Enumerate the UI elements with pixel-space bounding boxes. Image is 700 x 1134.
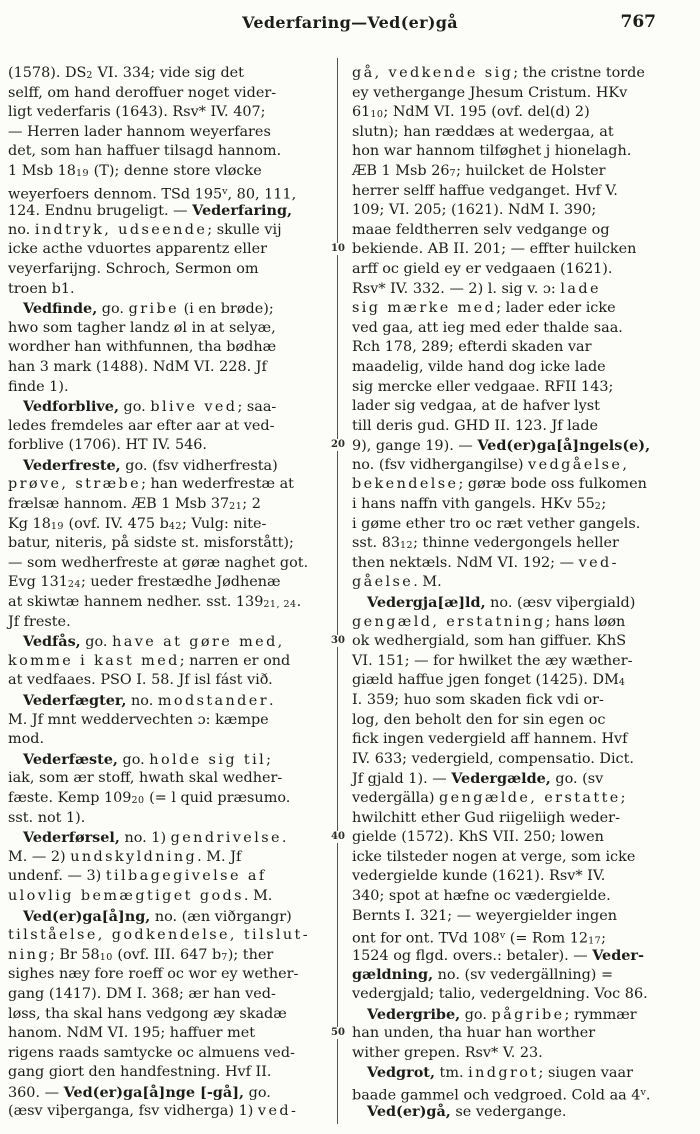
text-line: Bernts I. 321; — weyergielder ingen xyxy=(352,907,618,924)
gutter-line-number: 30 xyxy=(331,635,345,647)
text-line: 124. Endnu brugeligt. — Vederfaring, xyxy=(8,202,293,220)
text-line: gældning, no. (sv vedergällning) = xyxy=(352,966,614,984)
text-line: sst. not 1). xyxy=(8,809,86,826)
text-line: gielde (1572). KhS VII. 250; lowen xyxy=(352,829,604,846)
text-line: 6110; NdM VI. 195 (ovf. del(d) 2) xyxy=(352,104,590,121)
text-line: bekendelse; gøræ bode oss fulkomen xyxy=(352,476,647,493)
text-line: M. Jf mnt weddervechten ɔ: kæmpe xyxy=(8,711,269,728)
text-line: veyerfarijng. Schroch, Sermon om xyxy=(8,260,259,277)
text-line: sig mercke eller vedgaae. RFII 143; xyxy=(352,378,614,395)
text-line: 1524 og flgd. overs.: betaler). — Veder- xyxy=(352,946,644,964)
right-column xyxy=(352,64,686,1122)
text-line: at vedfaaes. PSO I. 58. Jf isl fást við. xyxy=(8,672,273,689)
text-line: iak, som ær stoff, hwath skal wedher- xyxy=(8,770,283,787)
text-line: at skiwtæ hannem nedher. sst. 13921, 24. xyxy=(8,594,302,611)
text-line: ulovlig bemægtiget gods. M. xyxy=(8,887,273,904)
text-line: then nektæls. NdM VI. 192; — ved- xyxy=(352,554,619,571)
gutter-line-number: 20 xyxy=(331,439,345,451)
text-line: gang giort den handfestning. Hvf II. xyxy=(8,1064,272,1081)
text-line: hon war hannom tilføghet j hionelagh. xyxy=(352,143,632,160)
text-line: hwilchitt ether Gud riigeliigh weder- xyxy=(352,809,620,826)
text-line: gåelse. M. xyxy=(352,574,442,591)
text-line: ey vethergange Jhesum Cristum. HKv xyxy=(352,84,628,101)
text-line: ligt vederfaris (1643). Rsv* IV. 407; xyxy=(8,104,266,121)
text-line: Ved(er)gå, se vedergange. xyxy=(367,1103,567,1121)
text-line: prøve, stræbe; han wederfrestæ at xyxy=(8,476,294,493)
text-line: Jf gjald 1). — Vedergælde, go. (sv xyxy=(352,770,604,788)
text-line: gå, vedkende sig; the cristne torde xyxy=(352,65,645,81)
text-line: lader sig vedgaa, at de hafver lyst xyxy=(352,398,600,415)
text-line: slutn); han ræddæs at wedergaa, at xyxy=(352,123,614,140)
text-line: sighes næy fore roeff oc wor ey wether- xyxy=(8,966,299,983)
text-line: ÆB 1 Msb 267; huilcket de Holster xyxy=(352,162,606,179)
text-line: — Herren lader hannom weyerfares xyxy=(8,123,271,140)
column-divider xyxy=(337,58,338,1124)
text-line: maae feldtherren selv vedgange og xyxy=(352,221,610,238)
text-line: Vedfås, go. have at gøre med, xyxy=(23,633,285,651)
gutter-line-number: 10 xyxy=(331,243,345,255)
text-line: batur, niteris, på sidste st. misforstått); xyxy=(8,535,294,552)
text-line: maadelig, vilde hand dog icke lade xyxy=(352,358,606,375)
text-line: ok wedhergiald, som han giffuer. KhS xyxy=(352,633,627,650)
text-line: 1 Msb 1819 (T); denne store vløcke xyxy=(8,162,262,179)
text-line: no. (fsv vidhergangilse) vedgåelse, xyxy=(352,456,630,473)
text-line: ning; Br 5810 (ovf. III. 647 b7); ther xyxy=(8,946,274,963)
text-line: Vedergja[æ]ld, no. (æsv viþergiald) xyxy=(367,594,636,612)
text-line: forblive (1706). HT IV. 546. xyxy=(8,437,207,454)
text-line: (æsv viþerganga, fsv vidherga) 1) ved- xyxy=(8,1103,299,1120)
text-line: i gøme ether tro oc ræt vether gangels. xyxy=(352,515,641,532)
text-line: sst. 8312; thinne vedergongels heller xyxy=(352,535,619,552)
text-line: wither grepen. Rsv* V. 23. xyxy=(352,1044,543,1061)
text-line: finde 1). xyxy=(8,378,69,395)
page-number: 767 xyxy=(620,12,656,32)
text-line: mod. xyxy=(8,731,45,748)
text-line: Vederfæste, go. holde sig til; xyxy=(23,750,271,768)
text-line: det, som han haffuer tilsagd hannom. xyxy=(8,143,282,160)
text-line: frælsæ hannom. ÆB 1 Msb 3721; 2 xyxy=(8,496,261,513)
text-line: bekiende. AB II. 201; — effter huilcken xyxy=(352,241,637,258)
text-line: giæld haffue jgen fonget (1425). DM4 xyxy=(352,672,626,689)
text-line: icke tilsteder nogen at verge, som icke xyxy=(352,848,636,865)
text-line: arff oc gield ey er vedgaaen (1621). xyxy=(352,260,613,277)
text-line: rigens raads samtycke oc almuens ved- xyxy=(8,1044,295,1061)
text-line: han 3 mark (1488). NdM VI. 228. Jf xyxy=(8,358,267,375)
text-line: Vederfreste, go. (fsv vidherfresta) xyxy=(23,456,278,474)
text-line: ved gaa, att ieg med eder thalde saa. xyxy=(352,319,623,336)
gutter-line-number: 40 xyxy=(331,831,345,843)
text-line: Vederfægter, no. modstander. xyxy=(23,692,274,709)
text-line: 9), gange 19). — Ved(er)ga[å]ngels(e), xyxy=(352,437,651,455)
text-line: log, den beholt den for sin egen oc xyxy=(352,711,606,728)
text-line: hwo som tagher landz øl in at selyæ, xyxy=(8,319,276,336)
text-line: Vedgrot, tm. indgrot; siugen vaar xyxy=(367,1064,633,1082)
text-line: hanom. NdM VI. 195; haffuer met xyxy=(8,1025,256,1042)
text-line: vedergälla) gengælde, erstatte; xyxy=(352,789,626,806)
left-column xyxy=(8,64,326,1122)
text-line: fæste. Kemp 10920 (= l quid præsumo. xyxy=(8,789,291,806)
text-line: Vederførsel, no. 1) gendrivelse. xyxy=(23,829,287,847)
text-line: ledes fremdeles aar efter aar at ved- xyxy=(8,417,275,434)
text-line: undenf. — 3) tilbagegivelse af xyxy=(8,868,267,885)
gutter-line-number: 50 xyxy=(331,1027,345,1039)
text-line: IV. 633; vedergield, compensatio. Dict. xyxy=(352,750,634,767)
text-line: løss, tha skal hans vedgong æy skadæ xyxy=(8,1005,287,1022)
text-line: Rch 178, 289; efterdi skaden var xyxy=(352,339,592,356)
text-line: Jf freste. xyxy=(8,613,71,630)
text-line: M. — 2) undskyldning. M. Jf xyxy=(8,848,242,865)
text-line: — som wedherfreste at gøræ naghet got. xyxy=(8,554,309,571)
text-line: gang (1417). DM I. 368; ær han ved- xyxy=(8,985,276,1002)
text-line: han unden, tha huar han worther xyxy=(352,1025,596,1042)
text-line: (1578). DS2 VI. 334; vide sig det xyxy=(8,65,244,81)
text-line: vedergielde kunde (1621). Rsv* IV. xyxy=(352,868,606,885)
text-line: till deris gud. GHD II. 123. Jf lade xyxy=(352,417,599,434)
text-line: Rsv* IV. 332. — 2) l. sig v. ɔ: lade xyxy=(352,280,601,297)
text-line: 340; spot at hæfne oc vædergielde. xyxy=(352,887,611,904)
text-line: fick ingen vedergield aff hannem. Hvf xyxy=(352,731,628,748)
text-line: sig mærke med; lader eder icke xyxy=(352,300,616,317)
text-line: Kg 1819 (ovf. IV. 475 b42; Vulg: nite- xyxy=(8,515,267,532)
text-line: VI. 151; — for hwilket the æy wæther- xyxy=(352,652,633,669)
text-line: no. indtryk, udseende; skulle vij xyxy=(8,221,282,238)
text-line: herrer selff haffue vedganget. Hvf V. xyxy=(352,182,618,199)
text-line: weyerfoers dennom. TSd 195$^v$, 80, 111, xyxy=(8,185,297,203)
text-line: selff, om hand deroffuer noget vider- xyxy=(8,84,277,101)
text-line: Vedergribe, go. pågribe; rymmær xyxy=(367,1005,637,1023)
text-line: baade gammel och vedgroed. Cold aa 4$^v$. xyxy=(352,1086,651,1104)
text-line: gengæld, erstatning; hans løøn xyxy=(352,613,626,630)
text-line: troen b1. xyxy=(8,280,75,297)
text-line: i hans naffn vith gangels. HKv 552; xyxy=(352,496,607,513)
page-title: Vederfaring—Ved(er)gå xyxy=(242,13,458,32)
text-line: 360. — Ved(er)ga[å]nge [-gå], go. xyxy=(8,1083,271,1101)
text-line: Ved(er)ga[å]ng, no. (æn viðrgangr) xyxy=(23,907,292,925)
text-line: tilståelse, godkendelse, tilslut- xyxy=(8,927,310,944)
text-line: I. 359; huo som skaden fick vdi or- xyxy=(352,692,604,708)
text-line: 109; VI. 205; (1621). NdM I. 390; xyxy=(352,202,597,219)
text-line: wordher han withfunnen, tha bødhæ xyxy=(8,339,277,356)
text-line: komme i kast med; narren er ond xyxy=(8,652,291,669)
text-line: Evg 13124; ueder frestædhe Jødhenæ xyxy=(8,574,281,591)
text-line: Vedfinde, go. gribe (i en brøde); xyxy=(23,300,274,318)
text-line: Vedforblive, go. blive ved; saa- xyxy=(23,398,277,416)
text-line: vedergjald; talio, vedergeldning. Voc 86. xyxy=(352,985,648,1002)
text-line: ont for ont. TVd 108$^v$ (= Rom 1217; xyxy=(352,930,607,947)
text-line: icke acthe vduortes apparentz eller xyxy=(8,241,267,258)
